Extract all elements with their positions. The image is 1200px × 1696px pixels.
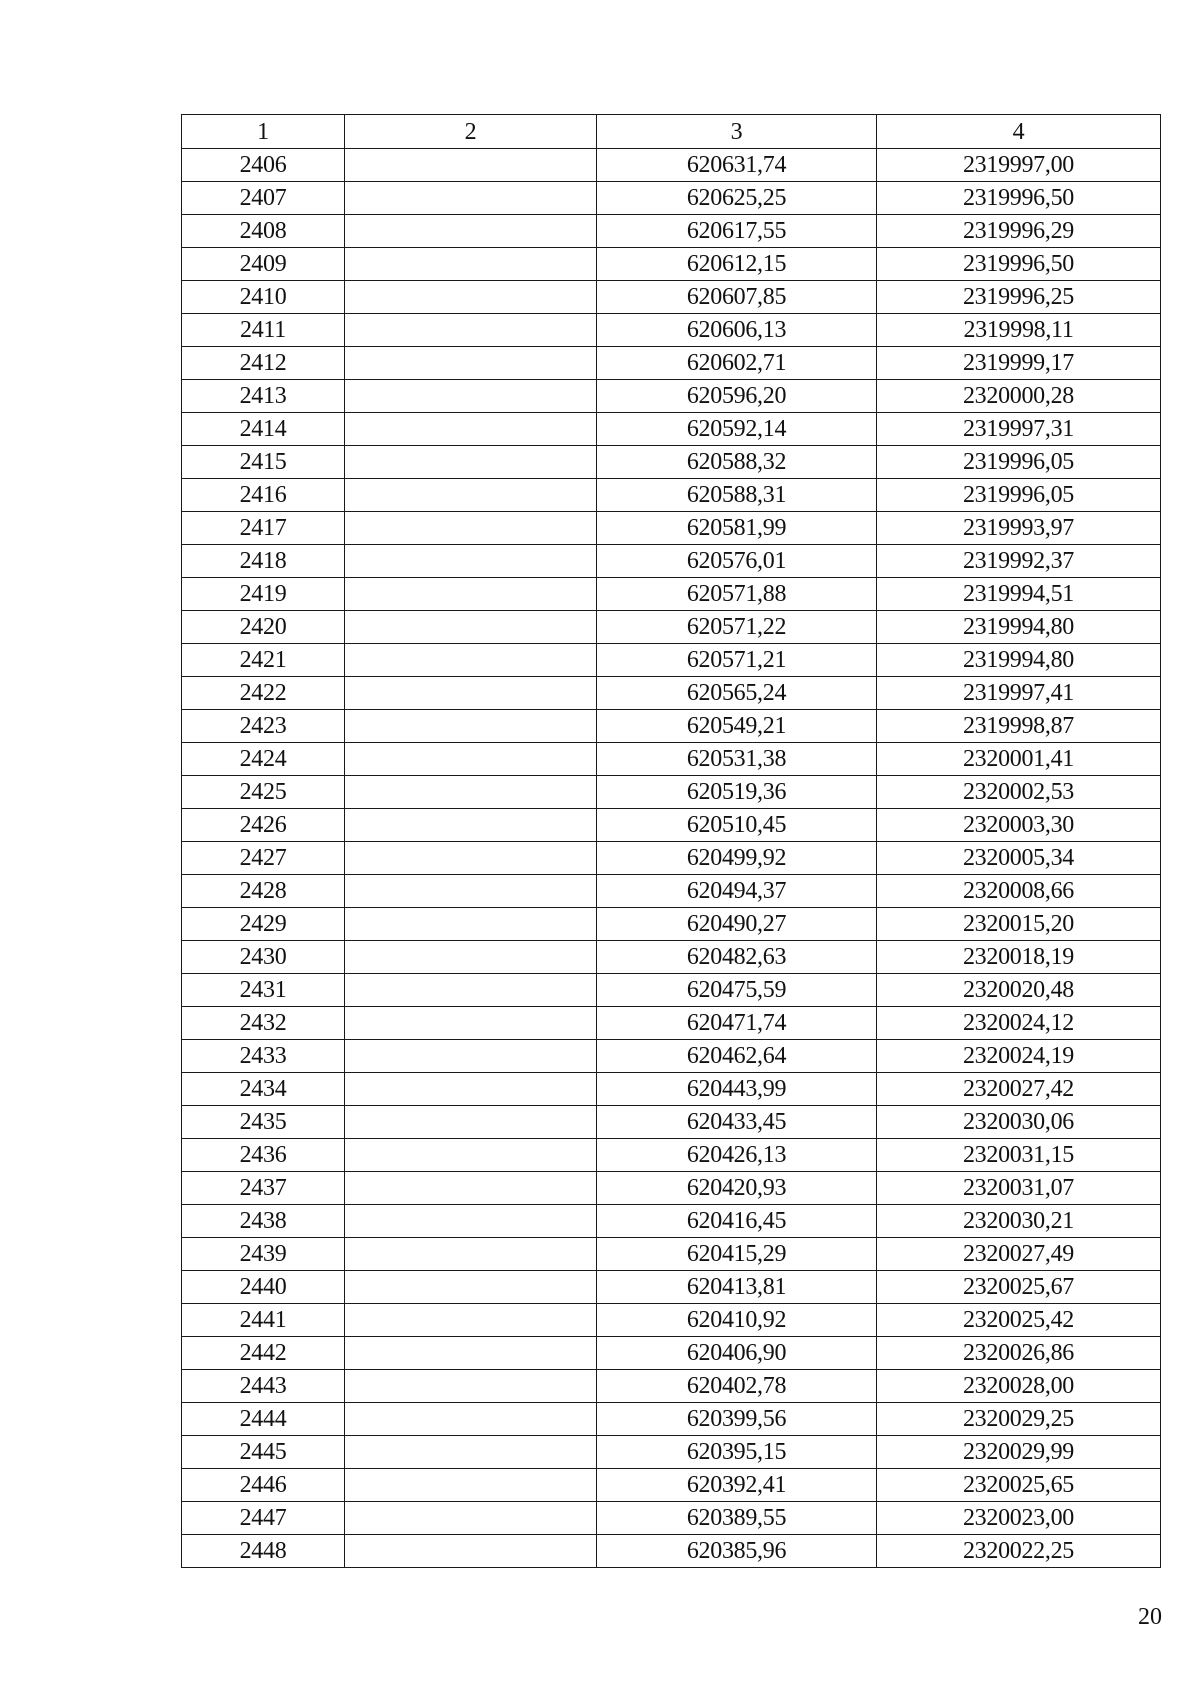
point-number-cell: 2414 <box>182 413 345 446</box>
point-number-cell: 2432 <box>182 1007 345 1040</box>
coordinate-y-cell: 2319996,50 <box>877 182 1161 215</box>
column-2-cell <box>345 1139 597 1172</box>
coordinate-y-cell: 2319998,87 <box>877 710 1161 743</box>
point-number-cell: 2443 <box>182 1370 345 1403</box>
coordinate-x-cell: 620607,85 <box>597 281 877 314</box>
table-row <box>182 1205 1161 1238</box>
table-row <box>182 380 1161 413</box>
point-number-cell: 2441 <box>182 1304 345 1337</box>
coordinate-x-cell: 620490,27 <box>597 908 877 941</box>
coordinate-x-cell: 620588,32 <box>597 446 877 479</box>
column-2-cell <box>345 182 597 215</box>
column-2-cell <box>345 1535 597 1568</box>
point-number-cell: 2408 <box>182 215 345 248</box>
point-number-cell: 2413 <box>182 380 345 413</box>
coordinate-y-cell: 2320022,25 <box>877 1535 1161 1568</box>
coordinate-x-cell: 620625,25 <box>597 182 877 215</box>
column-header-2: 2 <box>345 115 597 149</box>
point-number-cell: 2406 <box>182 149 345 182</box>
table-row <box>182 776 1161 809</box>
column-2-cell <box>345 545 597 578</box>
point-number-cell: 2420 <box>182 611 345 644</box>
coordinate-y-cell: 2320024,12 <box>877 1007 1161 1040</box>
point-number-cell: 2415 <box>182 446 345 479</box>
coordinate-y-cell: 2320031,15 <box>877 1139 1161 1172</box>
coordinate-y-cell: 2320029,25 <box>877 1403 1161 1436</box>
table-row <box>182 1370 1161 1403</box>
table-row <box>182 479 1161 512</box>
coordinate-x-cell: 620565,24 <box>597 677 877 710</box>
column-2-cell <box>345 1469 597 1502</box>
table-row <box>182 1502 1161 1535</box>
table-row <box>182 710 1161 743</box>
column-2-cell <box>345 1436 597 1469</box>
coordinate-x-cell: 620592,14 <box>597 413 877 446</box>
table-row <box>182 1403 1161 1436</box>
table-row <box>182 941 1161 974</box>
coordinate-y-cell: 2319996,29 <box>877 215 1161 248</box>
coordinate-x-cell: 620410,92 <box>597 1304 877 1337</box>
column-2-cell <box>345 974 597 1007</box>
coordinate-x-cell: 620416,45 <box>597 1205 877 1238</box>
coordinate-x-cell: 620606,13 <box>597 314 877 347</box>
table-row <box>182 908 1161 941</box>
coordinate-y-cell: 2320005,34 <box>877 842 1161 875</box>
coordinate-x-cell: 620576,01 <box>597 545 877 578</box>
point-number-cell: 2444 <box>182 1403 345 1436</box>
column-2-cell <box>345 875 597 908</box>
coordinate-y-cell: 2320015,20 <box>877 908 1161 941</box>
table-row <box>182 1073 1161 1106</box>
column-2-cell <box>345 1073 597 1106</box>
coordinate-x-cell: 620482,63 <box>597 941 877 974</box>
column-2-cell <box>345 578 597 611</box>
coordinate-y-cell: 2319996,50 <box>877 248 1161 281</box>
column-2-cell <box>345 215 597 248</box>
column-2-cell <box>345 479 597 512</box>
point-number-cell: 2438 <box>182 1205 345 1238</box>
column-2-cell <box>345 149 597 182</box>
coordinate-y-cell: 2320024,19 <box>877 1040 1161 1073</box>
column-2-cell <box>345 1403 597 1436</box>
table-row <box>182 1337 1161 1370</box>
point-number-cell: 2411 <box>182 314 345 347</box>
coordinate-x-cell: 620499,92 <box>597 842 877 875</box>
column-2-cell <box>345 1106 597 1139</box>
coordinate-x-cell: 620588,31 <box>597 479 877 512</box>
coordinate-x-cell: 620462,64 <box>597 1040 877 1073</box>
table-row <box>182 248 1161 281</box>
column-2-cell <box>345 1040 597 1073</box>
coordinate-y-cell: 2320027,49 <box>877 1238 1161 1271</box>
point-number-cell: 2407 <box>182 182 345 215</box>
coordinate-x-cell: 620475,59 <box>597 974 877 1007</box>
column-2-cell <box>345 1172 597 1205</box>
column-2-cell <box>345 1370 597 1403</box>
coordinate-y-cell: 2320029,99 <box>877 1436 1161 1469</box>
column-2-cell <box>345 1238 597 1271</box>
coordinate-x-cell: 620617,55 <box>597 215 877 248</box>
column-2-cell <box>345 743 597 776</box>
point-number-cell: 2422 <box>182 677 345 710</box>
column-header-3: 3 <box>597 115 877 149</box>
coordinate-x-cell: 620519,36 <box>597 776 877 809</box>
column-2-cell <box>345 710 597 743</box>
column-2-cell <box>345 1337 597 1370</box>
coordinate-y-cell: 2320002,53 <box>877 776 1161 809</box>
point-number-cell: 2427 <box>182 842 345 875</box>
table-row <box>182 413 1161 446</box>
column-2-cell <box>345 446 597 479</box>
table-row <box>182 446 1161 479</box>
coordinate-x-cell: 620571,88 <box>597 578 877 611</box>
table-row <box>182 743 1161 776</box>
table-body <box>182 149 1161 1568</box>
coordinate-x-cell: 620433,45 <box>597 1106 877 1139</box>
point-number-cell: 2447 <box>182 1502 345 1535</box>
point-number-cell: 2426 <box>182 809 345 842</box>
table-row <box>182 842 1161 875</box>
table-row <box>182 1271 1161 1304</box>
coordinate-y-cell: 2320018,19 <box>877 941 1161 974</box>
coordinate-y-cell: 2319992,37 <box>877 545 1161 578</box>
coordinate-x-cell: 620494,37 <box>597 875 877 908</box>
coordinate-y-cell: 2319996,05 <box>877 446 1161 479</box>
coordinate-x-cell: 620571,21 <box>597 644 877 677</box>
coordinate-y-cell: 2319993,97 <box>877 512 1161 545</box>
table-row <box>182 512 1161 545</box>
table-row <box>182 611 1161 644</box>
point-number-cell: 2436 <box>182 1139 345 1172</box>
coordinate-y-cell: 2320027,42 <box>877 1073 1161 1106</box>
coordinate-y-cell: 2320025,65 <box>877 1469 1161 1502</box>
column-2-cell <box>345 1271 597 1304</box>
table-row <box>182 545 1161 578</box>
coordinate-x-cell: 620392,41 <box>597 1469 877 1502</box>
coordinate-x-cell: 620531,38 <box>597 743 877 776</box>
header-row <box>182 115 1161 149</box>
point-number-cell: 2417 <box>182 512 345 545</box>
point-number-cell: 2445 <box>182 1436 345 1469</box>
column-2-cell <box>345 644 597 677</box>
point-number-cell: 2428 <box>182 875 345 908</box>
column-header-4: 4 <box>877 115 1161 149</box>
column-2-cell <box>345 1007 597 1040</box>
coordinate-x-cell: 620385,96 <box>597 1535 877 1568</box>
point-number-cell: 2437 <box>182 1172 345 1205</box>
point-number-cell: 2434 <box>182 1073 345 1106</box>
column-2-cell <box>345 842 597 875</box>
column-2-cell <box>345 347 597 380</box>
coordinate-x-cell: 620602,71 <box>597 347 877 380</box>
point-number-cell: 2430 <box>182 941 345 974</box>
table-row <box>182 281 1161 314</box>
table-header <box>182 115 1161 149</box>
coordinate-x-cell: 620596,20 <box>597 380 877 413</box>
column-2-cell <box>345 677 597 710</box>
coordinate-x-cell: 620406,90 <box>597 1337 877 1370</box>
coordinate-x-cell: 620399,56 <box>597 1403 877 1436</box>
point-number-cell: 2433 <box>182 1040 345 1073</box>
coordinate-x-cell: 620395,15 <box>597 1436 877 1469</box>
coordinate-y-cell: 2319997,31 <box>877 413 1161 446</box>
point-number-cell: 2419 <box>182 578 345 611</box>
point-number-cell: 2431 <box>182 974 345 1007</box>
column-2-cell <box>345 380 597 413</box>
point-number-cell: 2425 <box>182 776 345 809</box>
column-2-cell <box>345 908 597 941</box>
column-2-cell <box>345 941 597 974</box>
coordinate-x-cell: 620612,15 <box>597 248 877 281</box>
column-2-cell <box>345 611 597 644</box>
table-row <box>182 1436 1161 1469</box>
coordinate-x-cell: 620581,99 <box>597 512 877 545</box>
coordinate-y-cell: 2320028,00 <box>877 1370 1161 1403</box>
coordinate-y-cell: 2320000,28 <box>877 380 1161 413</box>
coordinate-y-cell: 2319997,41 <box>877 677 1161 710</box>
point-number-cell: 2412 <box>182 347 345 380</box>
column-header-1: 1 <box>182 115 345 149</box>
column-2-cell <box>345 281 597 314</box>
table-row <box>182 974 1161 1007</box>
point-number-cell: 2424 <box>182 743 345 776</box>
coordinate-x-cell: 620402,78 <box>597 1370 877 1403</box>
table-row <box>182 1172 1161 1205</box>
coordinate-y-cell: 2320025,42 <box>877 1304 1161 1337</box>
coordinate-x-cell: 620420,93 <box>597 1172 877 1205</box>
coordinate-y-cell: 2320030,21 <box>877 1205 1161 1238</box>
column-2-cell <box>345 413 597 446</box>
coordinate-x-cell: 620510,45 <box>597 809 877 842</box>
coordinate-y-cell: 2320008,66 <box>877 875 1161 908</box>
coordinate-y-cell: 2320031,07 <box>877 1172 1161 1205</box>
coordinate-y-cell: 2320030,06 <box>877 1106 1161 1139</box>
table-row <box>182 182 1161 215</box>
coordinate-y-cell: 2319996,05 <box>877 479 1161 512</box>
coordinate-y-cell: 2319996,25 <box>877 281 1161 314</box>
table-row <box>182 1535 1161 1568</box>
column-2-cell <box>345 1502 597 1535</box>
point-number-cell: 2440 <box>182 1271 345 1304</box>
table-row <box>182 1106 1161 1139</box>
coordinate-y-cell: 2319997,00 <box>877 149 1161 182</box>
coordinate-x-cell: 620471,74 <box>597 1007 877 1040</box>
coordinate-y-cell: 2320020,48 <box>877 974 1161 1007</box>
table-row <box>182 1238 1161 1271</box>
column-2-cell <box>345 809 597 842</box>
coordinate-x-cell: 620631,74 <box>597 149 877 182</box>
point-number-cell: 2446 <box>182 1469 345 1502</box>
table-row <box>182 578 1161 611</box>
table-row <box>182 314 1161 347</box>
column-2-cell <box>345 512 597 545</box>
coordinate-y-cell: 2319999,17 <box>877 347 1161 380</box>
table-row <box>182 149 1161 182</box>
coordinate-y-cell: 2319998,11 <box>877 314 1161 347</box>
point-number-cell: 2429 <box>182 908 345 941</box>
coordinate-y-cell: 2320026,86 <box>877 1337 1161 1370</box>
coordinate-x-cell: 620415,29 <box>597 1238 877 1271</box>
coordinates-table <box>181 114 1161 1568</box>
table-row <box>182 1304 1161 1337</box>
coordinate-x-cell: 620389,55 <box>597 1502 877 1535</box>
table-row <box>182 215 1161 248</box>
coordinate-y-cell: 2319994,80 <box>877 644 1161 677</box>
coordinate-y-cell: 2319994,80 <box>877 611 1161 644</box>
point-number-cell: 2435 <box>182 1106 345 1139</box>
coordinate-y-cell: 2320003,30 <box>877 809 1161 842</box>
table-row <box>182 875 1161 908</box>
coordinate-y-cell: 2320001,41 <box>877 743 1161 776</box>
column-2-cell <box>345 1304 597 1337</box>
coordinate-y-cell: 2320025,67 <box>877 1271 1161 1304</box>
point-number-cell: 2418 <box>182 545 345 578</box>
point-number-cell: 2448 <box>182 1535 345 1568</box>
coordinate-x-cell: 620571,22 <box>597 611 877 644</box>
table-row <box>182 677 1161 710</box>
coordinate-x-cell: 620413,81 <box>597 1271 877 1304</box>
table-row <box>182 1040 1161 1073</box>
coordinate-y-cell: 2319994,51 <box>877 578 1161 611</box>
point-number-cell: 2439 <box>182 1238 345 1271</box>
column-2-cell <box>345 314 597 347</box>
table-row <box>182 1139 1161 1172</box>
coordinate-x-cell: 620549,21 <box>597 710 877 743</box>
table-row <box>182 1469 1161 1502</box>
coordinate-y-cell: 2320023,00 <box>877 1502 1161 1535</box>
point-number-cell: 2421 <box>182 644 345 677</box>
table-row <box>182 809 1161 842</box>
coordinate-x-cell: 620443,99 <box>597 1073 877 1106</box>
table-row <box>182 644 1161 677</box>
column-2-cell <box>345 248 597 281</box>
point-number-cell: 2410 <box>182 281 345 314</box>
point-number-cell: 2409 <box>182 248 345 281</box>
column-2-cell <box>345 776 597 809</box>
table-row <box>182 347 1161 380</box>
point-number-cell: 2442 <box>182 1337 345 1370</box>
point-number-cell: 2423 <box>182 710 345 743</box>
coordinate-x-cell: 620426,13 <box>597 1139 877 1172</box>
page-number: 20 <box>1138 1604 1162 1630</box>
table-row <box>182 1007 1161 1040</box>
point-number-cell: 2416 <box>182 479 345 512</box>
column-2-cell <box>345 1205 597 1238</box>
